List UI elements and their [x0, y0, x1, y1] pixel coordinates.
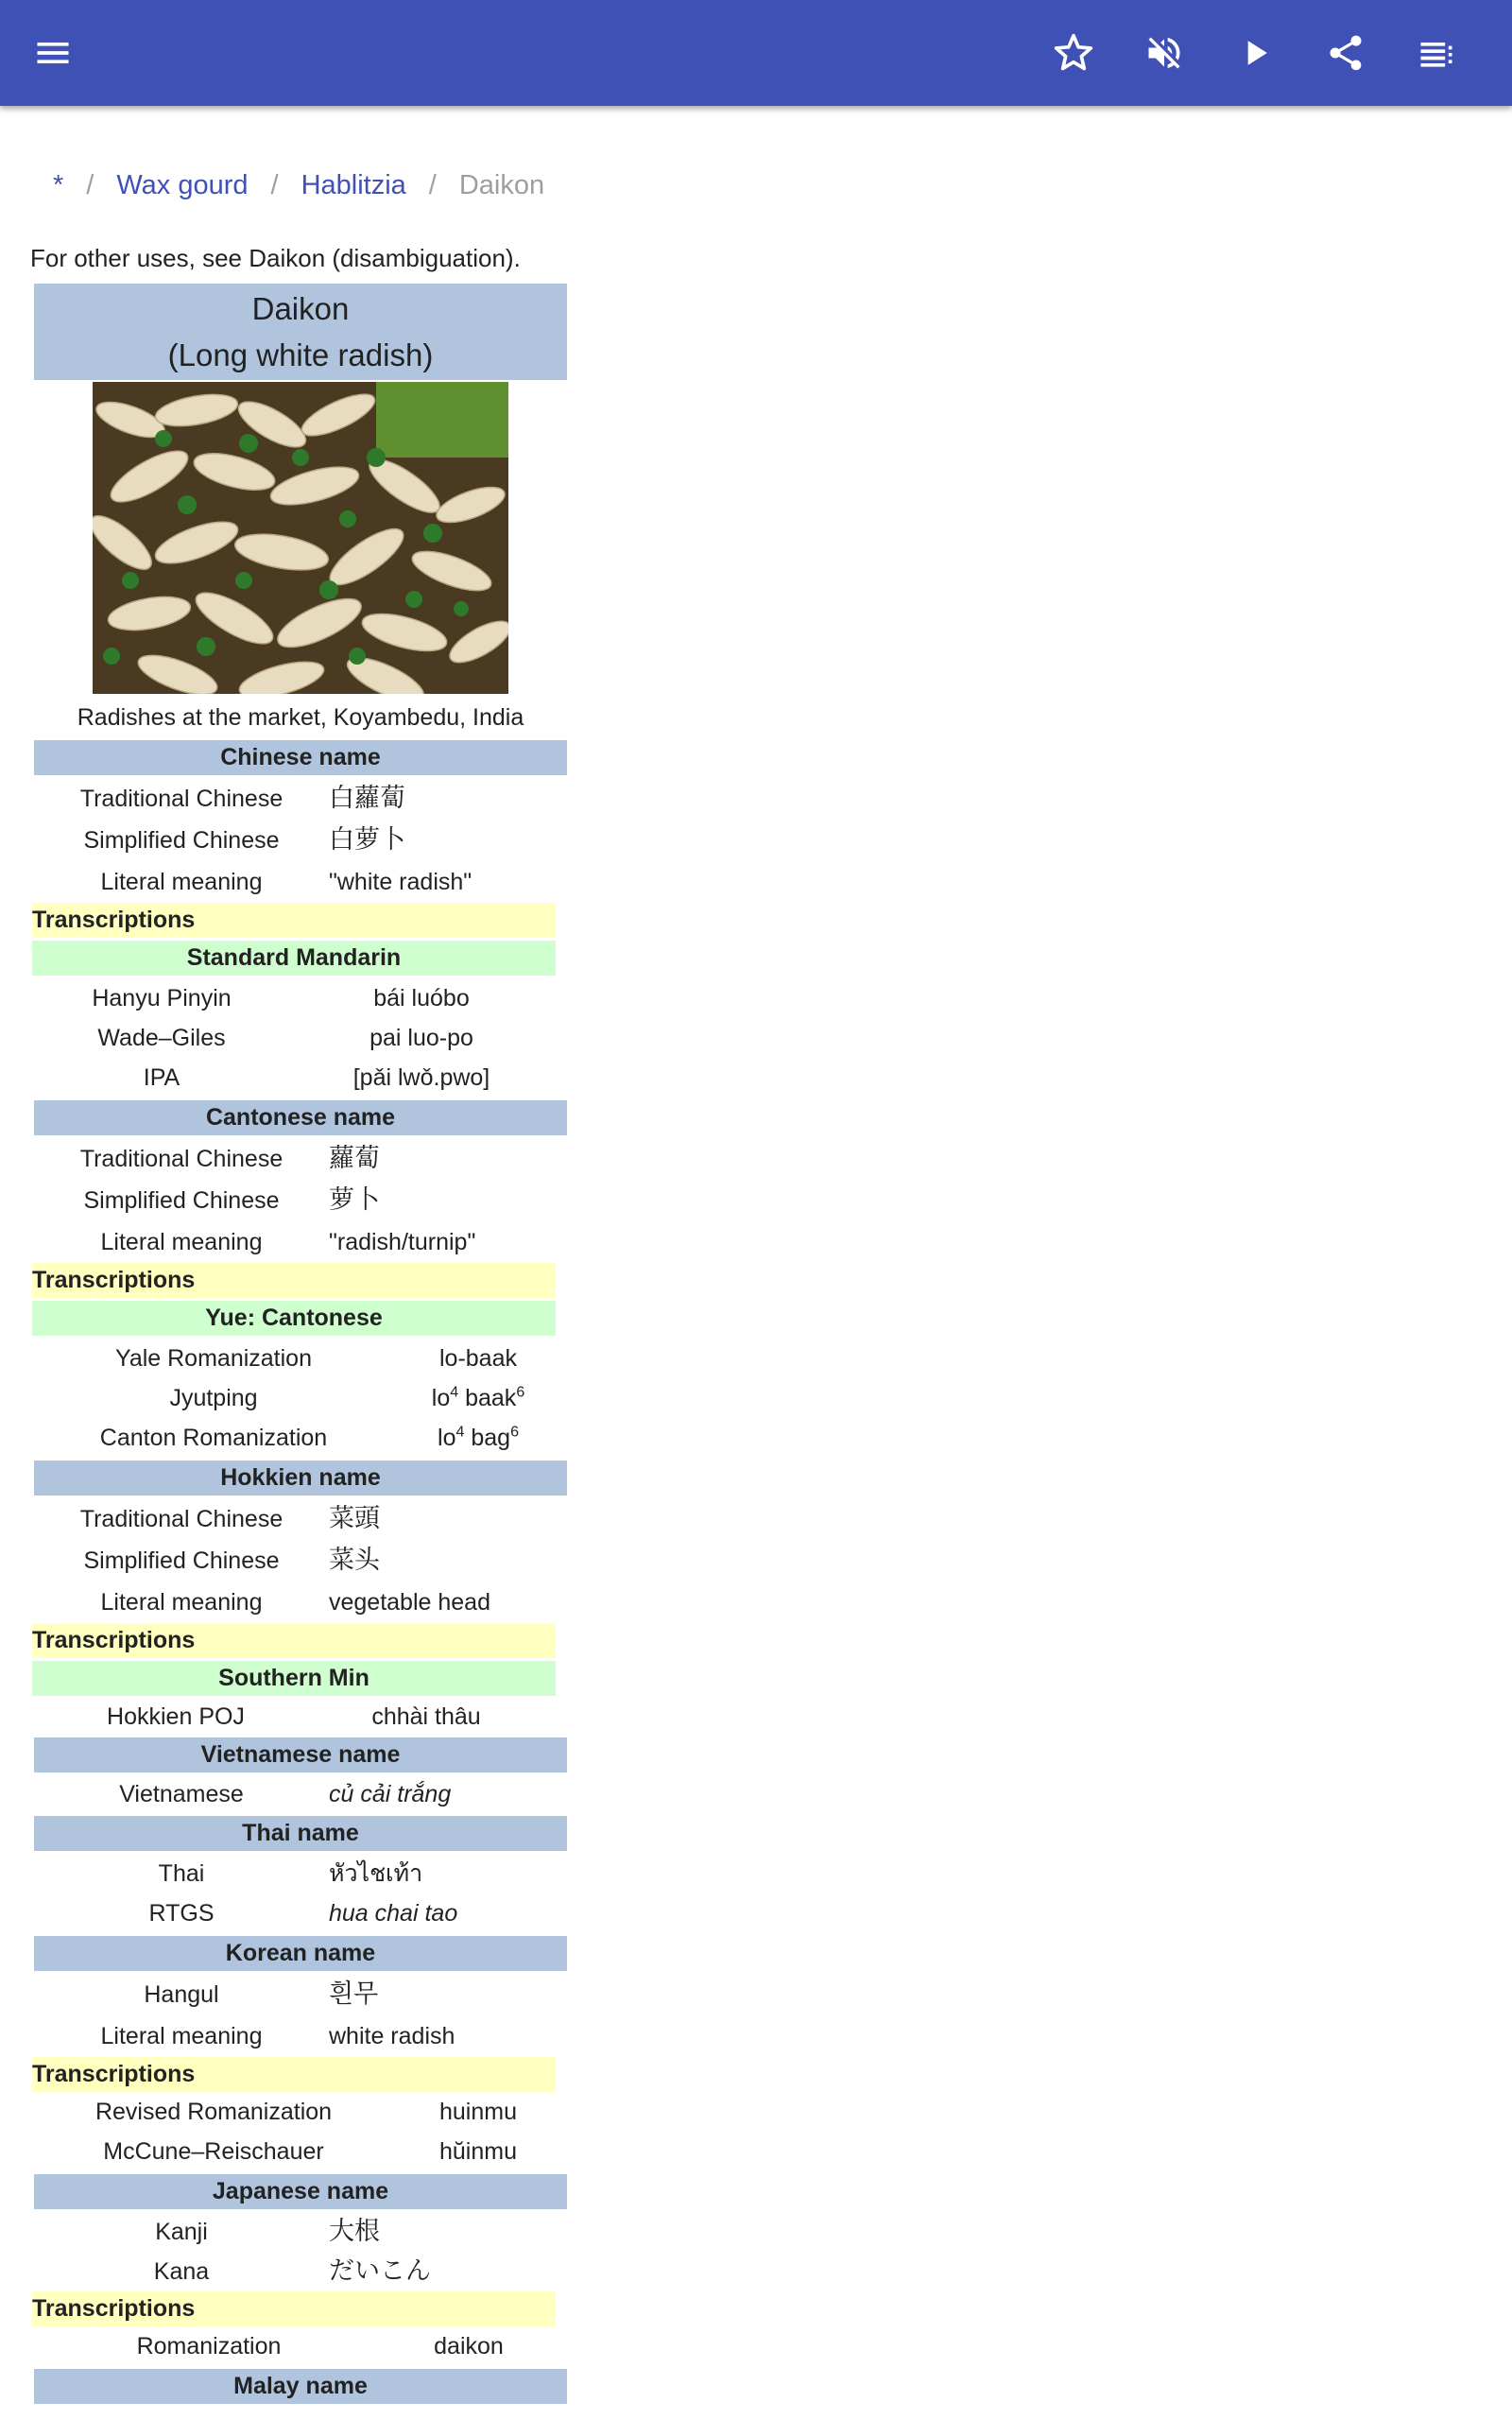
row-label[interactable]: Romanization	[136, 2333, 282, 2360]
breadcrumb-link-root[interactable]: *	[53, 170, 64, 200]
transcriptions-toggle[interactable]: Transcriptions	[32, 1263, 556, 1298]
row-label: Traditional Chinese	[79, 786, 284, 812]
syllable: lo	[431, 1385, 451, 1411]
row-value: หัวไชเท้า	[329, 1860, 423, 1887]
breadcrumb-link-hablitzia[interactable]: Hablitzia	[301, 170, 406, 200]
mute-button[interactable]	[1138, 26, 1191, 79]
row-value: [pǎi lwǒ.pwo]	[352, 1064, 490, 1091]
breadcrumb-link-wax-gourd[interactable]: Wax gourd	[116, 170, 249, 200]
row-label[interactable]: Canton Romanization	[99, 1425, 328, 1451]
subheader-standard-mandarin: Standard Mandarin	[32, 941, 556, 976]
section-header-japanese-name: Japanese name	[34, 2174, 567, 2209]
row-kanji	[34, 2212, 567, 2252]
favorite-button[interactable]	[1047, 26, 1100, 79]
infobox	[34, 284, 567, 2407]
row-label[interactable]: Kanji	[155, 2219, 208, 2245]
tone-number: 4	[450, 1384, 459, 1401]
row-value: 흰무	[329, 1979, 379, 2009]
app-bar	[0, 0, 1512, 106]
row-value	[393, 1418, 563, 1458]
row-label: Traditional Chinese	[79, 1146, 284, 1172]
row-value: vegetable head	[329, 1589, 490, 1616]
row-label[interactable]: Hangul	[144, 1981, 219, 2008]
row-thai	[34, 1854, 567, 1893]
row-value: bái luóbo	[373, 985, 470, 1011]
row-romanization	[34, 2326, 567, 2366]
image-caption: Radishes at the market, Koyambedu, India	[77, 704, 524, 731]
row-value: 菜頭	[329, 1504, 380, 1533]
row-literal-meaning	[34, 1221, 567, 1263]
section-header-chinese-name: Chinese name	[34, 740, 567, 775]
infobox-image-container	[34, 380, 567, 698]
row-value: chhài thâu	[371, 1703, 481, 1730]
syllable: lo	[438, 1425, 456, 1451]
transcriptions-toggle[interactable]: Transcriptions	[32, 1623, 556, 1658]
row-simplified-chinese	[34, 1180, 567, 1221]
syllable: baak	[458, 1385, 517, 1411]
row-value: hŭinmu	[439, 2138, 517, 2165]
row-revised-romanization	[34, 2092, 567, 2132]
row-hanyu-pinyin	[34, 978, 567, 1018]
row-label: Literal meaning	[100, 1229, 263, 1255]
row-vietnamese	[34, 1775, 567, 1813]
row-traditional-chinese	[34, 778, 567, 820]
share-icon	[1325, 32, 1366, 74]
breadcrumb-current: Daikon	[458, 170, 545, 200]
transcriptions-toggle[interactable]: Transcriptions	[32, 2057, 556, 2092]
row-label: Simplified Chinese	[83, 827, 280, 854]
row-value: 萝卜	[329, 1185, 380, 1215]
row-value: hua chai tao	[329, 1900, 458, 1927]
row-value: "white radish"	[329, 869, 472, 895]
play-icon	[1234, 32, 1276, 74]
section-header-vietnamese-name: Vietnamese name	[34, 1737, 567, 1772]
menu-button[interactable]	[26, 26, 79, 79]
row-label: Literal meaning	[100, 1589, 263, 1616]
section-header-malay-name: Malay name	[34, 2369, 567, 2404]
row-value: daikon	[434, 2333, 504, 2360]
infobox-title-name: Daikon	[251, 291, 350, 326]
row-yale-romanization	[34, 1339, 567, 1378]
row-value	[393, 1378, 563, 1418]
transcriptions-toggle[interactable]: Transcriptions	[32, 2291, 556, 2326]
row-label[interactable]: IPA	[143, 1064, 180, 1091]
breadcrumb-separator: /	[428, 170, 437, 200]
row-value: pai luo-po	[369, 1025, 473, 1051]
tone-number: 6	[516, 1384, 525, 1401]
row-value: 白萝卜	[329, 825, 405, 855]
tone-number: 6	[510, 1424, 519, 1441]
subheader-southern-min: Southern Min	[32, 1661, 556, 1696]
infobox-title	[34, 284, 567, 380]
row-label[interactable]: Kana	[153, 2258, 210, 2285]
row-mccune-reischauer	[34, 2132, 567, 2171]
row-value: 蘿蔔	[329, 1144, 380, 1173]
row-hokkien-poj	[34, 1699, 567, 1735]
row-traditional-chinese	[34, 1498, 567, 1540]
row-rtgs	[34, 1893, 567, 1933]
row-canton-romanization	[34, 1418, 567, 1458]
row-label: Traditional Chinese	[79, 1506, 284, 1532]
row-traditional-chinese	[34, 1138, 567, 1180]
row-value: 大根	[329, 2217, 380, 2246]
row-value: huinmu	[439, 2099, 517, 2125]
row-label[interactable]: Yale Romanization	[115, 1345, 312, 1372]
row-value: だいこん	[329, 2256, 431, 2286]
row-label[interactable]: Jyutping	[169, 1385, 258, 1411]
row-label[interactable]: Hokkien POJ	[107, 1703, 245, 1730]
contents-button[interactable]	[1410, 26, 1463, 79]
section-header-hokkien-name: Hokkien name	[34, 1461, 567, 1495]
row-ipa	[34, 1058, 567, 1098]
row-simplified-chinese	[34, 820, 567, 861]
row-label[interactable]: McCune–Reischauer	[103, 2138, 324, 2165]
row-value: white radish	[329, 2023, 455, 2049]
row-label[interactable]: Hanyu Pinyin	[92, 985, 232, 1011]
row-wade-giles	[34, 1018, 567, 1058]
row-value: lo-baak	[439, 1345, 517, 1372]
row-literal-meaning	[34, 1582, 567, 1623]
row-label[interactable]: Vietnamese	[119, 1781, 244, 1807]
row-kana	[34, 2252, 567, 2291]
row-literal-meaning	[34, 2015, 567, 2057]
row-jyutping	[34, 1378, 567, 1418]
daikon-photo[interactable]	[93, 382, 508, 694]
row-value: 白蘿蔔	[329, 784, 405, 813]
row-label[interactable]: Revised Romanization	[94, 2099, 333, 2125]
section-header-korean-name: Korean name	[34, 1936, 567, 1971]
row-label[interactable]: RTGS	[148, 1900, 215, 1927]
breadcrumb	[53, 170, 544, 201]
row-label: Literal meaning	[100, 869, 263, 895]
syllable: bag	[464, 1425, 511, 1451]
row-simplified-chinese	[34, 1540, 567, 1582]
breadcrumb-separator: /	[86, 170, 94, 200]
row-label: Simplified Chinese	[83, 1187, 280, 1214]
playlist-icon	[1416, 32, 1457, 74]
transcriptions-toggle[interactable]: Transcriptions	[32, 903, 556, 938]
row-label[interactable]: Wade–Giles	[97, 1025, 226, 1051]
tone-number: 4	[455, 1424, 465, 1441]
section-header-thai-name: Thai name	[34, 1816, 567, 1851]
star-icon	[1053, 32, 1094, 74]
row-value: củ cải trắng	[329, 1781, 452, 1807]
row-literal-meaning	[34, 861, 567, 903]
share-button[interactable]	[1319, 26, 1372, 79]
row-label: Simplified Chinese	[83, 1547, 280, 1574]
row-label: Literal meaning	[100, 2023, 263, 2049]
menu-icon	[32, 32, 74, 74]
subheader-yue-cantonese: Yue: Cantonese	[32, 1301, 556, 1336]
row-hangul	[34, 1974, 567, 2015]
hatnote[interactable]: For other uses, see Daikon (disambiguation).	[30, 244, 521, 272]
breadcrumb-separator: /	[270, 170, 279, 200]
row-label[interactable]: Thai	[158, 1860, 205, 1887]
row-value: 菜头	[329, 1546, 380, 1575]
play-button[interactable]	[1228, 26, 1281, 79]
section-header-cantonese-name: Cantonese name	[34, 1100, 567, 1135]
volume-off-icon	[1143, 32, 1185, 74]
row-value: "radish/turnip"	[329, 1229, 476, 1255]
infobox-title-subtitle: (Long white radish)	[167, 337, 434, 372]
